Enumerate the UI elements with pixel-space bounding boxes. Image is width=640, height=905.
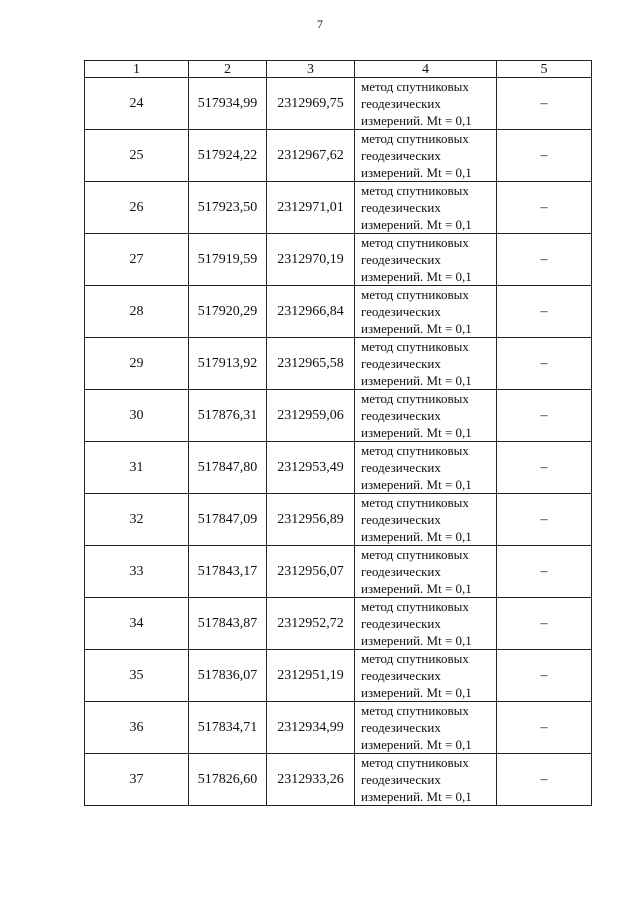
point-number-cell: 33 bbox=[85, 546, 189, 598]
table-row bbox=[85, 650, 592, 702]
method-cell bbox=[355, 494, 497, 546]
note-cell: – bbox=[497, 650, 592, 702]
x-coordinate-cell: 517847,09 bbox=[189, 494, 267, 546]
point-number-cell: 26 bbox=[85, 182, 189, 234]
method-cell bbox=[355, 182, 497, 234]
table-row bbox=[85, 234, 592, 286]
method-cell bbox=[355, 78, 497, 130]
point-number-cell: 35 bbox=[85, 650, 189, 702]
method-line: геодезических bbox=[361, 356, 441, 371]
note-cell: – bbox=[497, 702, 592, 754]
y-coordinate-cell: 2312969,75 bbox=[267, 78, 355, 130]
y-coordinate-cell: 2312951,19 bbox=[267, 650, 355, 702]
method-line: метод спутниковых bbox=[361, 131, 469, 146]
table-row bbox=[85, 390, 592, 442]
method-cell bbox=[355, 442, 497, 494]
table-row bbox=[85, 286, 592, 338]
table-row bbox=[85, 494, 592, 546]
y-coordinate-cell: 2312966,84 bbox=[267, 286, 355, 338]
method-cell bbox=[355, 338, 497, 390]
method-line: метод спутниковых bbox=[361, 443, 469, 458]
method-line: геодезических bbox=[361, 96, 441, 111]
y-coordinate-cell: 2312970,19 bbox=[267, 234, 355, 286]
point-number-cell: 30 bbox=[85, 390, 189, 442]
method-cell bbox=[355, 286, 497, 338]
method-line: метод спутниковых bbox=[361, 391, 469, 406]
note-cell: – bbox=[497, 234, 592, 286]
method-line: геодезических bbox=[361, 408, 441, 423]
method-line: геодезических bbox=[361, 200, 441, 215]
y-coordinate-cell: 2312965,58 bbox=[267, 338, 355, 390]
header-col-1: 1 bbox=[85, 61, 189, 78]
note-cell: – bbox=[497, 546, 592, 598]
point-number-cell: 34 bbox=[85, 598, 189, 650]
method-line: геодезических bbox=[361, 616, 441, 631]
note-cell: – bbox=[497, 182, 592, 234]
method-line: геодезических bbox=[361, 720, 441, 735]
y-coordinate-cell: 2312956,89 bbox=[267, 494, 355, 546]
method-line: измерений. Mt = 0,1 bbox=[361, 165, 472, 180]
table-row bbox=[85, 598, 592, 650]
table-row bbox=[85, 130, 592, 182]
x-coordinate-cell: 517826,60 bbox=[189, 754, 267, 806]
method-cell bbox=[355, 598, 497, 650]
method-line: измерений. Mt = 0,1 bbox=[361, 269, 472, 284]
x-coordinate-cell: 517919,59 bbox=[189, 234, 267, 286]
method-line: геодезических bbox=[361, 304, 441, 319]
note-cell: – bbox=[497, 78, 592, 130]
point-number-cell: 37 bbox=[85, 754, 189, 806]
method-line: геодезических bbox=[361, 460, 441, 475]
x-coordinate-cell: 517923,50 bbox=[189, 182, 267, 234]
method-line: измерений. Mt = 0,1 bbox=[361, 113, 472, 128]
method-line: геодезических bbox=[361, 564, 441, 579]
x-coordinate-cell: 517847,80 bbox=[189, 442, 267, 494]
y-coordinate-cell: 2312953,49 bbox=[267, 442, 355, 494]
point-number-cell: 36 bbox=[85, 702, 189, 754]
x-coordinate-cell: 517843,87 bbox=[189, 598, 267, 650]
method-line: измерений. Mt = 0,1 bbox=[361, 789, 472, 804]
method-line: метод спутниковых bbox=[361, 339, 469, 354]
method-line: метод спутниковых bbox=[361, 755, 469, 770]
method-line: измерений. Mt = 0,1 bbox=[361, 633, 472, 648]
note-cell: – bbox=[497, 286, 592, 338]
method-line: метод спутниковых bbox=[361, 547, 469, 562]
y-coordinate-cell: 2312956,07 bbox=[267, 546, 355, 598]
method-line: метод спутниковых bbox=[361, 287, 469, 302]
method-cell bbox=[355, 650, 497, 702]
header-col-3: 3 bbox=[267, 61, 355, 78]
y-coordinate-cell: 2312967,62 bbox=[267, 130, 355, 182]
method-cell bbox=[355, 234, 497, 286]
method-line: метод спутниковых bbox=[361, 79, 469, 94]
y-coordinate-cell: 2312959,06 bbox=[267, 390, 355, 442]
method-line: метод спутниковых bbox=[361, 183, 469, 198]
header-col-5: 5 bbox=[497, 61, 592, 78]
method-line: геодезических bbox=[361, 512, 441, 527]
x-coordinate-cell: 517913,92 bbox=[189, 338, 267, 390]
method-line: метод спутниковых bbox=[361, 703, 469, 718]
method-line: геодезических bbox=[361, 252, 441, 267]
table-row bbox=[85, 182, 592, 234]
point-number-cell: 28 bbox=[85, 286, 189, 338]
method-line: геодезических bbox=[361, 772, 441, 787]
table-row bbox=[85, 546, 592, 598]
y-coordinate-cell: 2312971,01 bbox=[267, 182, 355, 234]
note-cell: – bbox=[497, 130, 592, 182]
table-row bbox=[85, 338, 592, 390]
table-row bbox=[85, 702, 592, 754]
x-coordinate-cell: 517920,29 bbox=[189, 286, 267, 338]
y-coordinate-cell: 2312933,26 bbox=[267, 754, 355, 806]
table-body bbox=[85, 78, 592, 806]
x-coordinate-cell: 517876,31 bbox=[189, 390, 267, 442]
y-coordinate-cell: 2312952,72 bbox=[267, 598, 355, 650]
method-line: метод спутниковых bbox=[361, 495, 469, 510]
method-line: измерений. Mt = 0,1 bbox=[361, 321, 472, 336]
method-line: измерений. Mt = 0,1 bbox=[361, 581, 472, 596]
y-coordinate-cell: 2312934,99 bbox=[267, 702, 355, 754]
method-line: измерений. Mt = 0,1 bbox=[361, 685, 472, 700]
x-coordinate-cell: 517924,22 bbox=[189, 130, 267, 182]
method-line: измерений. Mt = 0,1 bbox=[361, 425, 472, 440]
note-cell: – bbox=[497, 390, 592, 442]
method-line: измерений. Mt = 0,1 bbox=[361, 529, 472, 544]
point-number-cell: 27 bbox=[85, 234, 189, 286]
method-line: метод спутниковых bbox=[361, 235, 469, 250]
point-number-cell: 25 bbox=[85, 130, 189, 182]
point-number-cell: 24 bbox=[85, 78, 189, 130]
method-line: измерений. Mt = 0,1 bbox=[361, 477, 472, 492]
note-cell: – bbox=[497, 494, 592, 546]
note-cell: – bbox=[497, 598, 592, 650]
header-col-4: 4 bbox=[355, 61, 497, 78]
method-cell bbox=[355, 754, 497, 806]
method-line: измерений. Mt = 0,1 bbox=[361, 373, 472, 388]
method-cell bbox=[355, 390, 497, 442]
x-coordinate-cell: 517834,71 bbox=[189, 702, 267, 754]
point-number-cell: 29 bbox=[85, 338, 189, 390]
method-cell bbox=[355, 546, 497, 598]
x-coordinate-cell: 517934,99 bbox=[189, 78, 267, 130]
point-number-cell: 32 bbox=[85, 494, 189, 546]
note-cell: – bbox=[497, 338, 592, 390]
x-coordinate-cell: 517843,17 bbox=[189, 546, 267, 598]
header-col-2: 2 bbox=[189, 61, 267, 78]
method-cell bbox=[355, 130, 497, 182]
method-cell bbox=[355, 702, 497, 754]
method-line: измерений. Mt = 0,1 bbox=[361, 217, 472, 232]
method-line: геодезических bbox=[361, 668, 441, 683]
method-line: метод спутниковых bbox=[361, 651, 469, 666]
point-number-cell: 31 bbox=[85, 442, 189, 494]
method-line: метод спутниковых bbox=[361, 599, 469, 614]
x-coordinate-cell: 517836,07 bbox=[189, 650, 267, 702]
page-number: 7 bbox=[317, 17, 323, 31]
method-line: геодезических bbox=[361, 148, 441, 163]
note-cell: – bbox=[497, 442, 592, 494]
note-cell: – bbox=[497, 754, 592, 806]
table-row bbox=[85, 442, 592, 494]
table-row bbox=[85, 754, 592, 806]
coordinates-table bbox=[84, 60, 592, 806]
table-header-row bbox=[85, 61, 592, 78]
table-row bbox=[85, 78, 592, 130]
method-line: измерений. Mt = 0,1 bbox=[361, 737, 472, 752]
